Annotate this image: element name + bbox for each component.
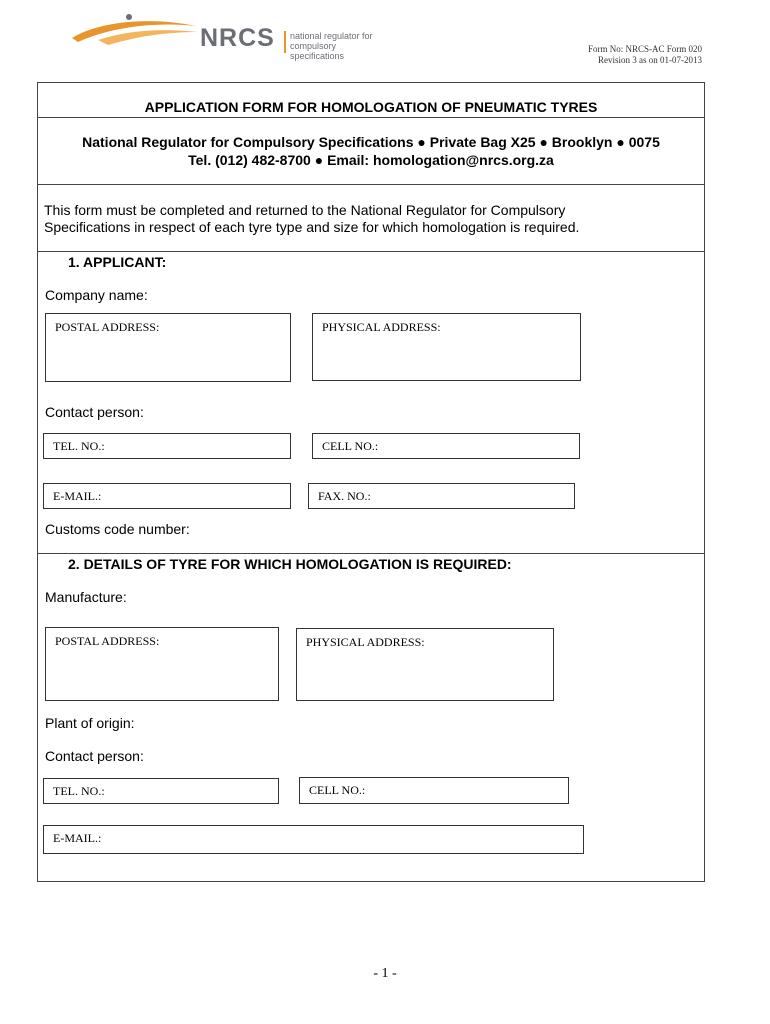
contact-person-label: Contact person:: [45, 404, 144, 420]
tagline-line-2: compulsory specifications: [290, 41, 345, 61]
manufacture-label: Manufacture:: [45, 589, 127, 605]
address-line-2: Tel. (012) 482-8700 ● Email: homologation@nrcs.org.za: [188, 152, 554, 168]
form-title: APPLICATION FORM FOR HOMOLOGATION OF PNEUMATIC TYRES: [144, 99, 598, 115]
plant-of-origin-label: Plant of origin:: [45, 715, 135, 731]
applicant-cell-field[interactable]: CELL NO.:: [312, 433, 580, 459]
section-2-heading: 2. DETAILS OF TYRE FOR WHICH HOMOLOGATION IS REQUIRED:: [68, 556, 512, 572]
nrcs-logo: [68, 12, 373, 61]
intro-text: [44, 202, 694, 236]
contact-person-label: Contact person:: [45, 748, 144, 764]
logo-text: NRCS: [200, 24, 275, 52]
form-number-block: [588, 44, 702, 66]
manufacturer-tel-field[interactable]: TEL. NO.:: [43, 778, 279, 804]
applicant-tel-field[interactable]: TEL. NO.:: [43, 433, 291, 459]
tagline-line-1: national regulator for: [290, 31, 373, 41]
divider: [38, 251, 704, 252]
revision-date: Revision 3 as on 01-07-2013: [598, 55, 702, 65]
logo-tagline: [290, 31, 380, 61]
manufacturer-email-field[interactable]: E-MAIL.:: [43, 825, 584, 854]
customs-code-label: Customs code number:: [45, 521, 190, 537]
logo-divider: [284, 31, 286, 53]
form-number: Form No: NRCS-AC Form 020: [587, 44, 702, 54]
applicant-fax-field[interactable]: FAX. NO.:: [308, 483, 575, 509]
logo-swoosh-icon: [68, 12, 208, 52]
section-1-heading: 1. APPLICANT:: [68, 254, 167, 270]
divider: [38, 553, 704, 554]
address-line-1: National Regulator for Compulsory Specifications ● Private Bag X25 ● Brooklyn ● 0075: [82, 134, 660, 150]
intro-line-2: Specifications in respect of each tyre type and size for which homologation is required.: [44, 219, 580, 235]
applicant-physical-address-field[interactable]: PHYSICAL ADDRESS:: [312, 313, 581, 381]
form-frame: [37, 82, 705, 882]
manufacturer-physical-address-field[interactable]: PHYSICAL ADDRESS:: [296, 628, 554, 701]
company-name-label: Company name:: [45, 287, 148, 303]
page-number: - 1 -: [373, 966, 397, 981]
intro-line-1: This form must be completed and returned to the National Regulator for Compulsory: [44, 202, 566, 218]
divider: [38, 117, 704, 118]
applicant-email-field[interactable]: E-MAIL.:: [43, 483, 291, 509]
manufacturer-cell-field[interactable]: CELL NO.:: [299, 777, 569, 804]
applicant-postal-address-field[interactable]: POSTAL ADDRESS:: [45, 313, 291, 382]
divider: [38, 184, 704, 185]
regulator-address: [38, 133, 704, 169]
manufacturer-postal-address-field[interactable]: POSTAL ADDRESS:: [45, 627, 279, 701]
